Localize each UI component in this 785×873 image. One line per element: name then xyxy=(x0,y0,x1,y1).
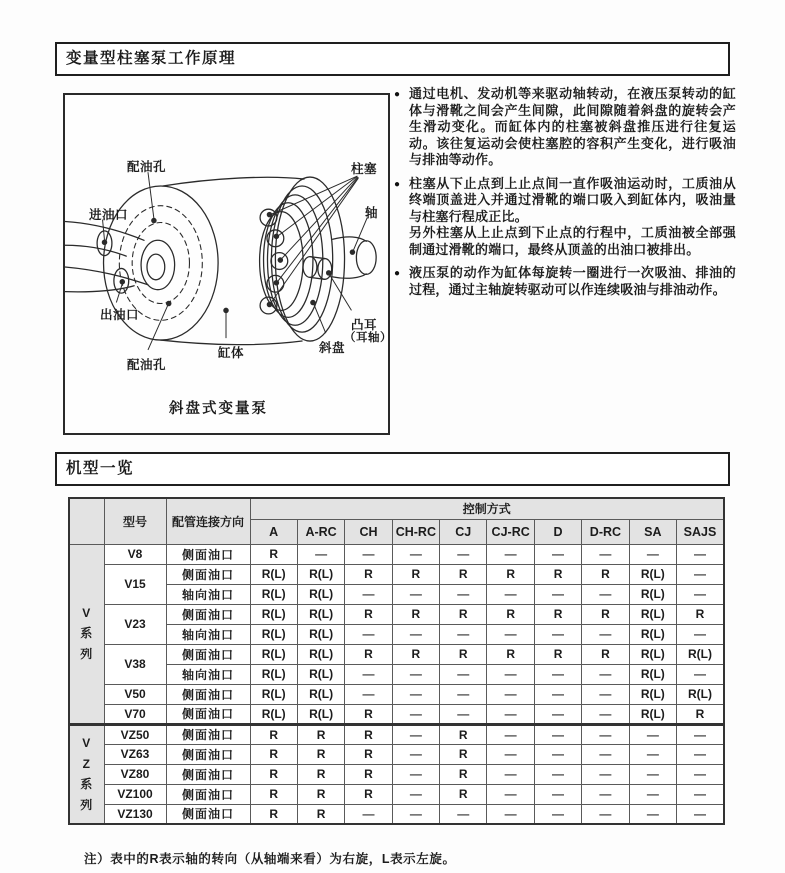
value-cell: — xyxy=(534,664,581,684)
value-cell: R xyxy=(345,644,392,664)
label-swash-plate: 斜盘 xyxy=(319,341,346,355)
value-cell: R(L) xyxy=(250,604,297,624)
value-cell: — xyxy=(392,724,439,744)
value-cell: — xyxy=(487,784,534,804)
value-cell: — xyxy=(582,744,629,764)
value-cell: — xyxy=(629,764,676,784)
model-cell: V8 xyxy=(104,544,166,564)
control-col-header: CH xyxy=(345,519,392,544)
value-cell: R xyxy=(440,744,487,764)
value-cell: — xyxy=(534,804,581,824)
value-cell: R(L) xyxy=(250,624,297,644)
value-cell: — xyxy=(392,664,439,684)
value-cell: R(L) xyxy=(629,704,676,724)
value-cell: — xyxy=(297,544,344,564)
value-cell: — xyxy=(677,664,724,684)
value-cell: — xyxy=(487,764,534,784)
value-cell: — xyxy=(534,624,581,644)
value-cell: — xyxy=(392,584,439,604)
piping-cell: 侧面油口 xyxy=(166,564,250,584)
table-row xyxy=(69,544,724,564)
value-cell: — xyxy=(392,544,439,564)
control-col-header: SAJS xyxy=(677,519,724,544)
piping-cell: 侧面油口 xyxy=(166,644,250,664)
col-header-piping: 配管连接方向 xyxy=(166,498,250,544)
piping-cell: 侧面油口 xyxy=(166,784,250,804)
bullet-icon: ● xyxy=(394,89,401,100)
piping-cell: 侧面油口 xyxy=(166,744,250,764)
value-cell: R xyxy=(345,724,392,744)
value-cell: R xyxy=(297,764,344,784)
value-cell: — xyxy=(392,744,439,764)
value-cell: R(L) xyxy=(297,564,344,584)
table-row xyxy=(69,704,724,724)
value-cell: R xyxy=(582,644,629,664)
value-cell: — xyxy=(534,784,581,804)
value-cell: — xyxy=(582,704,629,724)
value-cell: — xyxy=(487,664,534,684)
value-cell: R xyxy=(582,564,629,584)
value-cell: R xyxy=(487,604,534,624)
model-cell: VZ63 xyxy=(104,744,166,764)
value-cell: — xyxy=(677,764,724,784)
value-cell: R(L) xyxy=(629,584,676,604)
section-title-principle: 变量型柱塞泵工作原理 xyxy=(55,42,730,76)
pump-diagram xyxy=(63,93,390,435)
control-col-header: A-RC xyxy=(297,519,344,544)
value-cell: — xyxy=(534,724,581,744)
value-cell: R(L) xyxy=(250,584,297,604)
value-cell: — xyxy=(677,744,724,764)
control-col-header: CH-RC xyxy=(392,519,439,544)
section-title-models: 机型一览 xyxy=(55,452,730,486)
value-cell: R xyxy=(677,604,724,624)
table-row xyxy=(69,604,724,624)
model-table-head xyxy=(69,498,724,544)
value-cell: R(L) xyxy=(297,624,344,644)
value-cell: — xyxy=(629,744,676,764)
value-cell: — xyxy=(345,664,392,684)
label-shaft: 轴 xyxy=(365,206,379,220)
value-cell: — xyxy=(392,704,439,724)
value-cell: — xyxy=(677,724,724,744)
value-cell: — xyxy=(629,804,676,824)
value-cell: R(L) xyxy=(629,684,676,704)
control-col-header: CJ-RC xyxy=(487,519,534,544)
pump-line-art xyxy=(65,95,388,433)
value-cell: R xyxy=(250,804,297,824)
value-cell: — xyxy=(487,744,534,764)
value-cell: — xyxy=(487,544,534,564)
model-table xyxy=(68,497,725,825)
piping-cell: 侧面油口 xyxy=(166,604,250,624)
value-cell: — xyxy=(440,684,487,704)
bullet-icon: ● xyxy=(394,178,401,190)
label-inlet: 进油口 xyxy=(89,208,129,222)
value-cell: — xyxy=(392,804,439,824)
control-col-header: D xyxy=(534,519,581,544)
diagram-caption: 斜盘式变量泵 xyxy=(169,401,268,417)
piping-cell: 侧面油口 xyxy=(166,684,250,704)
value-cell: — xyxy=(582,624,629,644)
value-cell: R(L) xyxy=(297,584,344,604)
header-row-group xyxy=(69,498,724,519)
value-cell: R xyxy=(487,644,534,664)
bullet-text: 通过电机、发动机等来驱动轴转动，在液压泵转动的缸体与滑靴之间会产生间隙，此间隙随着斜盘的旋转会产生滑动变化。而缸体内的柱塞被斜盘推压进行往复运动。该往复运动会使柱塞腔的容积产生变化，进行吸油与排油等动作。 xyxy=(409,86,736,167)
piping-cell: 轴向油口 xyxy=(166,624,250,644)
value-cell: — xyxy=(677,584,724,604)
bullet-text: 柱塞从下止点到上止点间一直作吸油运动时，工质油从终端顶盖进入并通过滑靴的端口吸入到缸体内，吸油量与柱塞行程成正比。 另外柱塞从上止点到下止点的行程中，工质油被全部强制通过滑靴的端口，最终从顶盖的出油口被排出。 xyxy=(409,175,736,257)
value-cell: — xyxy=(534,584,581,604)
table-row xyxy=(69,644,724,664)
value-cell: — xyxy=(487,624,534,644)
value-cell: — xyxy=(582,724,629,744)
value-cell: R xyxy=(392,644,439,664)
value-cell: — xyxy=(440,704,487,724)
value-cell: — xyxy=(345,624,392,644)
table-footnote: 注）表中的R表示轴的转向（从轴端来看）为右旋，L表示左旋。 xyxy=(84,852,456,866)
piping-cell: 轴向油口 xyxy=(166,584,250,604)
piping-cell: 轴向油口 xyxy=(166,664,250,684)
piping-cell: 侧面油口 xyxy=(166,764,250,784)
value-cell: R xyxy=(250,784,297,804)
value-cell: R xyxy=(440,644,487,664)
label-lug-sub: （耳轴） xyxy=(344,332,392,344)
value-cell: — xyxy=(440,664,487,684)
value-cell: R xyxy=(297,784,344,804)
value-cell: — xyxy=(629,784,676,804)
value-cell: R xyxy=(677,704,724,724)
label-lug: 凸耳 xyxy=(351,318,378,332)
bullet-icon: ● xyxy=(394,268,401,279)
value-cell: — xyxy=(345,584,392,604)
value-cell: — xyxy=(677,624,724,644)
value-cell: R xyxy=(534,564,581,584)
value-cell: R xyxy=(297,724,344,744)
label-oil-port-bottom: 配油孔 xyxy=(127,358,167,372)
value-cell: R xyxy=(250,764,297,784)
control-col-header: A xyxy=(250,519,297,544)
model-cell: V23 xyxy=(104,604,166,644)
value-cell: — xyxy=(487,724,534,744)
control-col-header: SA xyxy=(629,519,676,544)
value-cell: — xyxy=(487,584,534,604)
value-cell: R(L) xyxy=(629,624,676,644)
value-cell: — xyxy=(534,704,581,724)
value-cell: — xyxy=(582,684,629,704)
model-cell: V38 xyxy=(104,644,166,684)
table-row xyxy=(69,664,724,684)
table-row xyxy=(69,724,724,744)
value-cell: — xyxy=(534,764,581,784)
value-cell: R xyxy=(345,604,392,624)
value-cell: R xyxy=(345,784,392,804)
model-cell: V15 xyxy=(104,564,166,604)
value-cell: R xyxy=(440,604,487,624)
piping-cell: 侧面油口 xyxy=(166,724,250,744)
value-cell: R xyxy=(534,644,581,664)
value-cell: — xyxy=(345,804,392,824)
value-cell: — xyxy=(677,544,724,564)
value-cell: — xyxy=(629,724,676,744)
value-cell: — xyxy=(534,684,581,704)
value-cell: — xyxy=(677,564,724,584)
bullet-item xyxy=(394,265,736,298)
value-cell: — xyxy=(582,804,629,824)
value-cell: — xyxy=(392,764,439,784)
label-cylinder-body: 缸体 xyxy=(218,346,245,360)
value-cell: — xyxy=(392,784,439,804)
value-cell: — xyxy=(582,664,629,684)
label-oil-port-top: 配油孔 xyxy=(127,160,167,174)
value-cell: R(L) xyxy=(629,604,676,624)
corner-cell xyxy=(69,498,104,544)
control-col-header: CJ xyxy=(440,519,487,544)
value-cell: R xyxy=(345,744,392,764)
table-row xyxy=(69,744,724,764)
value-cell: — xyxy=(677,804,724,824)
value-cell: R xyxy=(440,564,487,584)
value-cell: R xyxy=(534,604,581,624)
value-cell: R xyxy=(297,804,344,824)
label-outlet: 出油口 xyxy=(100,308,140,322)
value-cell: R xyxy=(440,724,487,744)
model-cell: VZ130 xyxy=(104,804,166,824)
value-cell: R xyxy=(440,764,487,784)
value-cell: — xyxy=(392,684,439,704)
bullet-item xyxy=(394,176,736,259)
value-cell: R xyxy=(392,604,439,624)
model-cell: V70 xyxy=(104,704,166,724)
value-cell: — xyxy=(582,764,629,784)
value-cell: R(L) xyxy=(677,644,724,664)
value-cell: — xyxy=(345,544,392,564)
value-cell: R xyxy=(345,564,392,584)
value-cell: R xyxy=(250,724,297,744)
value-cell: — xyxy=(487,704,534,724)
table-row xyxy=(69,564,724,584)
series-label: V Z 系 列 xyxy=(69,724,104,824)
value-cell: — xyxy=(487,684,534,704)
value-cell: R xyxy=(582,604,629,624)
value-cell: R(L) xyxy=(629,644,676,664)
table-row xyxy=(69,764,724,784)
value-cell: R(L) xyxy=(297,644,344,664)
value-cell: R(L) xyxy=(250,644,297,664)
col-header-model: 型号 xyxy=(104,498,166,544)
value-cell: — xyxy=(440,544,487,564)
model-cell: VZ100 xyxy=(104,784,166,804)
value-cell: R xyxy=(392,564,439,584)
value-cell: R xyxy=(440,784,487,804)
value-cell: — xyxy=(345,684,392,704)
value-cell: R(L) xyxy=(677,684,724,704)
value-cell: R xyxy=(297,744,344,764)
value-cell: R xyxy=(345,764,392,784)
control-col-header: D-RC xyxy=(582,519,629,544)
value-cell: R(L) xyxy=(297,704,344,724)
model-table-body xyxy=(69,544,724,824)
value-cell: — xyxy=(392,624,439,644)
principle-bullets xyxy=(394,86,736,305)
value-cell: — xyxy=(440,584,487,604)
value-cell: R(L) xyxy=(629,564,676,584)
value-cell: — xyxy=(629,544,676,564)
label-piston: 柱塞 xyxy=(351,162,378,176)
value-cell: — xyxy=(534,544,581,564)
bullet-text: 液压泵的动作为缸体每旋转一圈进行一次吸油、排油的过程，通过主轴旋转驱动可以作连续吸油与排油动作。 xyxy=(409,265,736,297)
value-cell: — xyxy=(677,784,724,804)
piping-cell: 侧面油口 xyxy=(166,704,250,724)
table-row xyxy=(69,804,724,824)
bullet-item xyxy=(394,86,736,169)
value-cell: R xyxy=(250,544,297,564)
value-cell: R xyxy=(250,744,297,764)
value-cell: — xyxy=(440,804,487,824)
value-cell: R(L) xyxy=(250,704,297,724)
col-header-control-group: 控制方式 xyxy=(250,498,724,519)
value-cell: R xyxy=(487,564,534,584)
piping-cell: 侧面油口 xyxy=(166,804,250,824)
model-cell: V50 xyxy=(104,684,166,704)
value-cell: — xyxy=(440,624,487,644)
value-cell: R(L) xyxy=(297,604,344,624)
value-cell: R(L) xyxy=(250,664,297,684)
value-cell: — xyxy=(582,544,629,564)
value-cell: — xyxy=(487,804,534,824)
table-row xyxy=(69,624,724,644)
model-cell: VZ80 xyxy=(104,764,166,784)
table-row xyxy=(69,684,724,704)
table-row xyxy=(69,784,724,804)
piping-cell: 侧面油口 xyxy=(166,544,250,564)
value-cell: R xyxy=(345,704,392,724)
model-cell: VZ50 xyxy=(104,724,166,744)
table-row xyxy=(69,584,724,604)
value-cell: — xyxy=(582,784,629,804)
value-cell: R(L) xyxy=(250,564,297,584)
value-cell: R(L) xyxy=(297,664,344,684)
value-cell: R(L) xyxy=(297,684,344,704)
value-cell: R(L) xyxy=(250,684,297,704)
value-cell: — xyxy=(534,744,581,764)
series-label: V 系 列 xyxy=(69,544,104,724)
value-cell: R(L) xyxy=(629,664,676,684)
value-cell: — xyxy=(582,584,629,604)
